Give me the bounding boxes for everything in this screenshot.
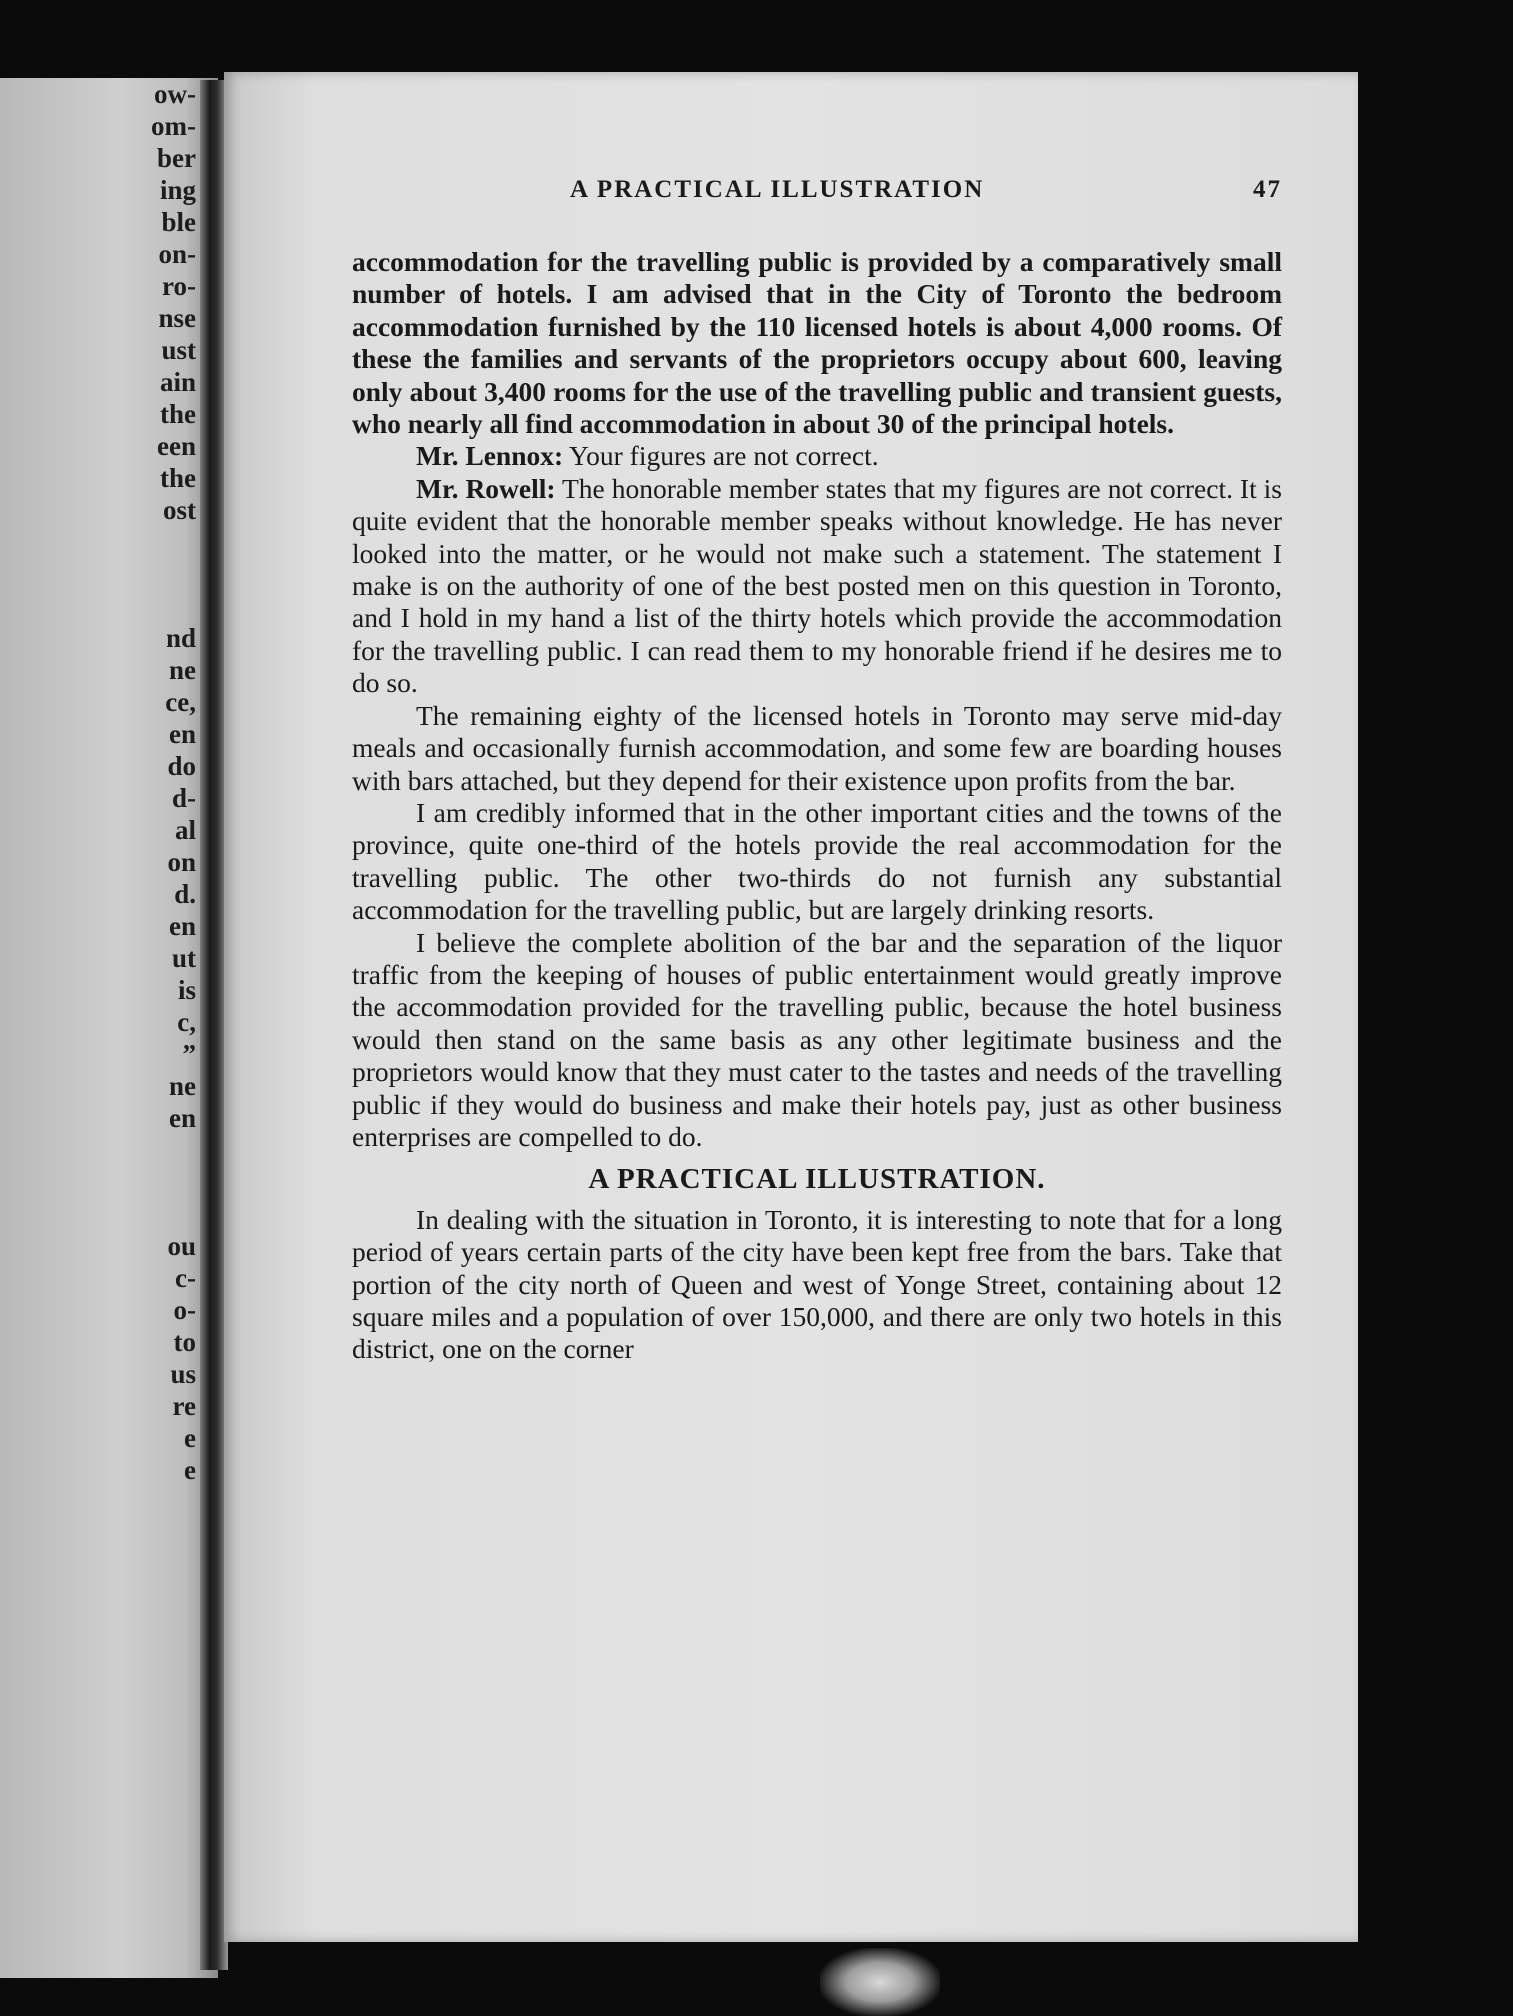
left-page-fragment [151,1134,196,1166]
left-page-fragment: the [160,463,196,493]
left-page-fragment: d- [171,783,196,813]
paragraph-3-text: The honorable member states that my figures are not correct. It is quite evident that the honorable member speaks without knowledge. He has never looked into the matter, or he would not make such a statement. The statement I make is on the authority of one of the best posted men on this question in Toronto, and I hold in my hand a list of the thirty hotels which provide the accommodation for the travelling public. I can read them to my honorable friend if he desires me to do so. [352,472,1282,699]
left-page-fragment: is [177,975,196,1005]
paragraph-3 [352,473,1282,700]
left-page-fragment [151,1166,196,1198]
page-number: 47 [1253,176,1282,203]
left-page-fragment: ain [159,367,196,397]
speaker-rowell: Mr. Rowell: [416,472,556,504]
scan-smudge [820,1948,940,2016]
left-page-fragment: ne [169,655,196,685]
left-page-fragment: on- [158,239,196,269]
left-page-fragment: en [169,719,196,749]
left-page-fragment: ing [159,175,196,205]
left-page-fragment: ” [182,1039,196,1069]
left-page-fragment: nd [165,623,196,653]
left-page-fragment [151,558,196,590]
left-page-fragment: ust [161,335,196,365]
left-facing-page [0,78,218,1978]
left-page-fragment: ne [169,1071,196,1101]
left-page-fragment: en [169,911,196,941]
paragraph-5: I am credibly informed that in the other important cities and the towns of the province, quite one-third of the hotels provide the real accommodation for the travelling public. The other two-thirds do not furnish any substantial accommodation for the travelling public, but are largely drinking resorts. [352,796,1282,926]
paragraph-7: In dealing with the situation in Toronto, it is interesting to note that for a long period of years certain parts of the city have been kept free from the bars. Take that portion of the city north of Queen and west of Yonge Street, containing about 12 square miles and a population of over 150,000, and there are only two hotels in this district, one on the corner [352,1203,1282,1365]
left-page-fragment: re [172,1391,196,1421]
left-page-text-fragments [151,78,196,1486]
left-page-fragment: ut [171,943,196,973]
paragraph-2 [352,440,1282,472]
left-page-fragment: on [167,847,196,877]
left-page-fragment: e [184,1455,196,1485]
running-title: A PRACTICAL ILLUSTRATION [570,176,985,203]
left-page-fragment: c- [175,1263,196,1293]
left-page-fragment [151,590,196,622]
paragraph-6: I believe the complete abolition of the bar and the separation of the liquor traffic from the keeping of houses of public entertainment would greatly improve the accommodation provided for the travelling public, because the hotel business would then stand on the same basis as any other legitimate business and the proprietors would know that they must cater to the tastes and needs of the travelling public if they would do business and make their hotels pay, just as other business enterprises are compelled to do. [352,926,1282,1152]
section-heading: A PRACTICAL ILLUSTRATION. [588,1163,1046,1196]
left-page-fragment: om- [151,111,196,141]
left-page-fragment: een [157,431,196,461]
left-page-fragment: nse [158,303,196,333]
left-page-fragment: us [170,1359,196,1389]
left-page-fragment: ro- [162,271,196,301]
left-page-fragment: e [184,1423,196,1453]
left-page-fragment: o- [173,1295,196,1325]
body-text [352,246,1282,1366]
left-page-fragment [151,1198,196,1230]
running-header [352,176,1282,216]
left-page-fragment: ost [163,495,196,525]
paragraph-4: The remaining eighty of the licensed hotels in Toronto may serve mid-day meals and occasionally furnish accommodation, and some few are boarding houses with bars attached, but they depend for their existence upon profits from the bar. [352,699,1282,796]
left-page-fragment: ow- [154,79,196,109]
left-page-fragment: ber [157,143,196,173]
left-page-fragment: the [160,399,196,429]
left-page-fragment: do [167,751,196,781]
left-page-fragment: to [173,1327,196,1357]
left-page-fragment: en [169,1103,196,1133]
speaker-lennox: Mr. Lennox: [416,440,564,472]
left-page-fragment: ou [167,1231,196,1261]
page-content [352,176,1282,1366]
left-page-fragment: d. [174,879,196,909]
paragraph-2-text: Your figures are not correct. [563,440,879,472]
left-page-fragment: c, [177,1007,196,1037]
paragraph-1: accommodation for the travelling public is provided by a comparatively small number of hotels. I am advised that in the City of Toronto the bedroom accommodation furnished by the 110 licensed hotels is about 4,000 rooms. Of these the families and servants of the proprietors occupy about 600, leaving only about 3,400 rooms for the use of the travelling public and transient guests, who nearly all find accommodation in about 30 of the principal hotels. [352,246,1282,440]
left-page-fragment [151,526,196,558]
left-page-fragment: al [174,815,196,845]
right-page [224,72,1358,1942]
left-page-fragment: ce, [165,687,196,717]
left-page-fragment: ble [161,207,196,237]
